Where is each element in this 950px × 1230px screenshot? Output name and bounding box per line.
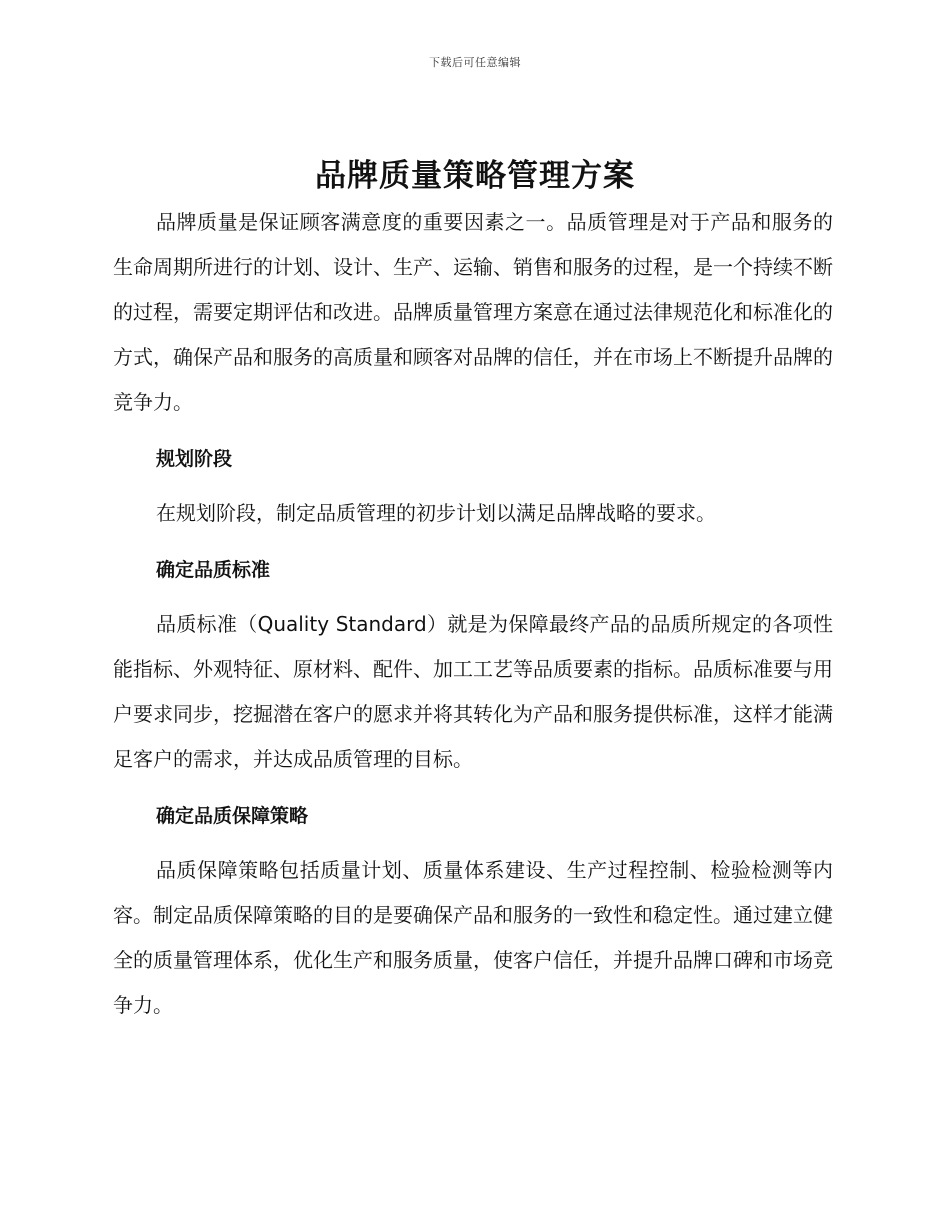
section-heading-planning: 规划阶段 [156,448,233,470]
document-body [113,200,833,1028]
section-heading-quality-standard: 确定品质标准 [156,559,271,581]
section-heading-quality-assurance: 确定品质保障策略 [156,805,309,827]
section-body-quality-standard: 品质标准（Quality Standard）就是为保障最终产品的品质所规定的各项性能指标、外观特征、原材料、配件、加工工艺等品质要素的指标。品质标准要与用户要求同步，挖掘潜在客户的愿求并将其转化为产品和服务提供标准，这样才能满足客户的需求，并达成品质管理的目标。 [113,612,833,771]
header-note: 下载后可任意编辑 [429,56,521,69]
section-body-planning: 在规划阶段，制定品质管理的初步计划以满足品牌战略的要求。 [156,501,716,525]
document-title: 品牌质量策略管理方案 [315,158,635,194]
section-body-quality-assurance: 品质保障策略包括质量计划、质量体系建设、生产过程控制、检验检测等内容。制定品质保障策略的目的是要确保产品和服务的一致性和稳定性。通过建立健全的质量管理体系，优化生产和服务质量，使客户信任，并提升品牌口碑和市场竞争力。 [113,858,833,1017]
intro-paragraph: 品牌质量是保证顾客满意度的重要因素之一。品质管理是对于产品和服务的生命周期所进行的计划、设计、生产、运输、销售和服务的过程，是一个持续不断的过程，需要定期评估和改进。品牌质量管理方案意在通过法律规范化和标准化的方式，确保产品和服务的高质量和顾客对品牌的信任，并在市场上不断提升品牌的竞争力。 [113,210,833,414]
